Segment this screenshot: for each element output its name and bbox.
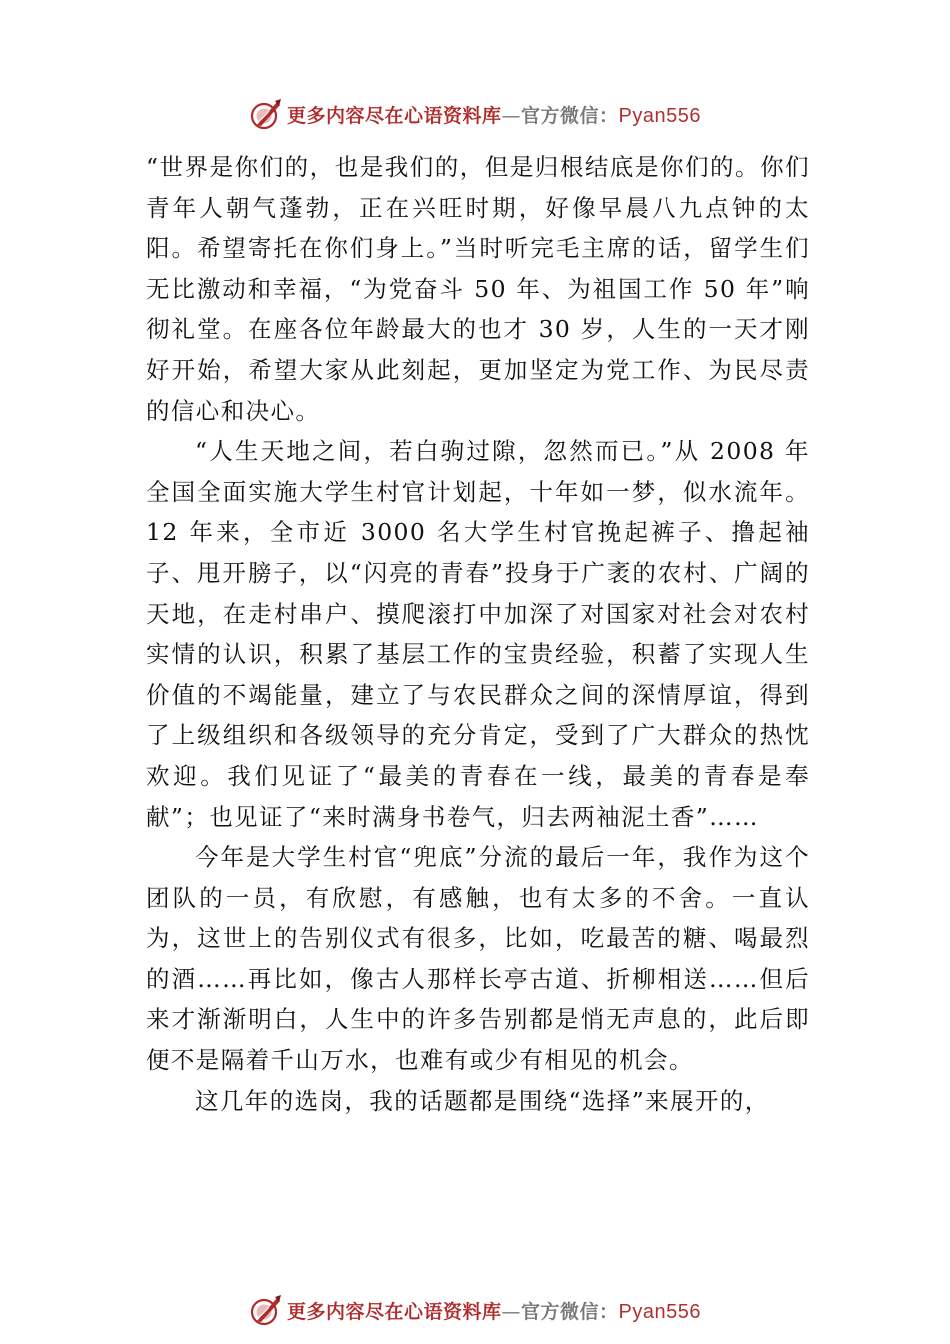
paragraph-2: “人生天地之间，若白驹过隙，忽然而已。”从 2008 年全国全面实施大学生村官计划起，十年如一梦，似水流年。12 年来，全市近 3000 名大学生村官挽起裤子、撸起袖子、甩开膀子，以“闪亮的青春”投身于广袤的农村、广阔的天地，在走村串户、摸爬滚打中加深了对国家对社会对农村实情的认识，积累了基层工作的宝贵经验，积蓄了实现人生价值的不竭能量，建立了与农民群众之间的深情厚谊，得到了上级组织和各级领导的充分肯定，受到了广大群众的热忱欢迎。我们见证了“最美的青春在一线，最美的青春是奉献”；也见证了“来时满身书卷气，归去两袖泥土香”……: [146, 437, 810, 831]
footer-text: [287, 1297, 701, 1324]
paragraph-4: 这几年的选岗，我的话题都是围绕“选择”来展开的，: [195, 1086, 770, 1115]
quill-pen-seal-icon: [249, 97, 283, 131]
header-wechat-id: Pyan556: [618, 104, 701, 127]
paragraph-3: 今年是大学生村官“兜底”分流的最后一年，我作为这个团队的一员，有欣慰，有感触，也有太多的不舍。一直认为，这世上的告别仪式有很多，比如，吃最苦的糖、喝最烈的酒……再比如，像古人那样长亭古道、折柳相送……但后来才渐渐明白，人生中的许多告别都是悄无声息的，此后即便不是隔着千山万水，也难有或少有相见的机会。: [146, 843, 810, 1075]
header-text: [287, 101, 701, 128]
quill-pen-seal-icon: [249, 1293, 283, 1327]
header-dash: —: [501, 104, 522, 127]
footer-brand: 更多内容尽在心语资料库: [287, 1300, 502, 1323]
paragraph-1: “世界是你们的，也是我们的，但是归根结底是你们的。你们青年人朝气蓬勃，正在兴旺时期，好像早晨八九点钟的太阳。希望寄托在你们身上。”当时听完毛主席的话，留学生们无比激动和幸福，“为党奋斗 50 年、为祖国工作 50 年”响彻礼堂。在座各位年龄最大的也才 30 岁，人生的一天才刚好开始，希望大家从此刻起，更加坚定为党工作、为民尽责的信心和决心。: [146, 153, 810, 425]
document-body: [146, 147, 810, 1121]
footer-banner: [0, 1290, 950, 1330]
footer-wechat-id: Pyan556: [618, 1300, 701, 1323]
header-brand: 更多内容尽在心语资料库: [287, 104, 502, 127]
header-banner: [0, 94, 950, 134]
footer-dash: —: [501, 1300, 522, 1323]
header-official-label: 官方微信：: [521, 104, 619, 127]
footer-official-label: 官方微信：: [521, 1300, 619, 1323]
